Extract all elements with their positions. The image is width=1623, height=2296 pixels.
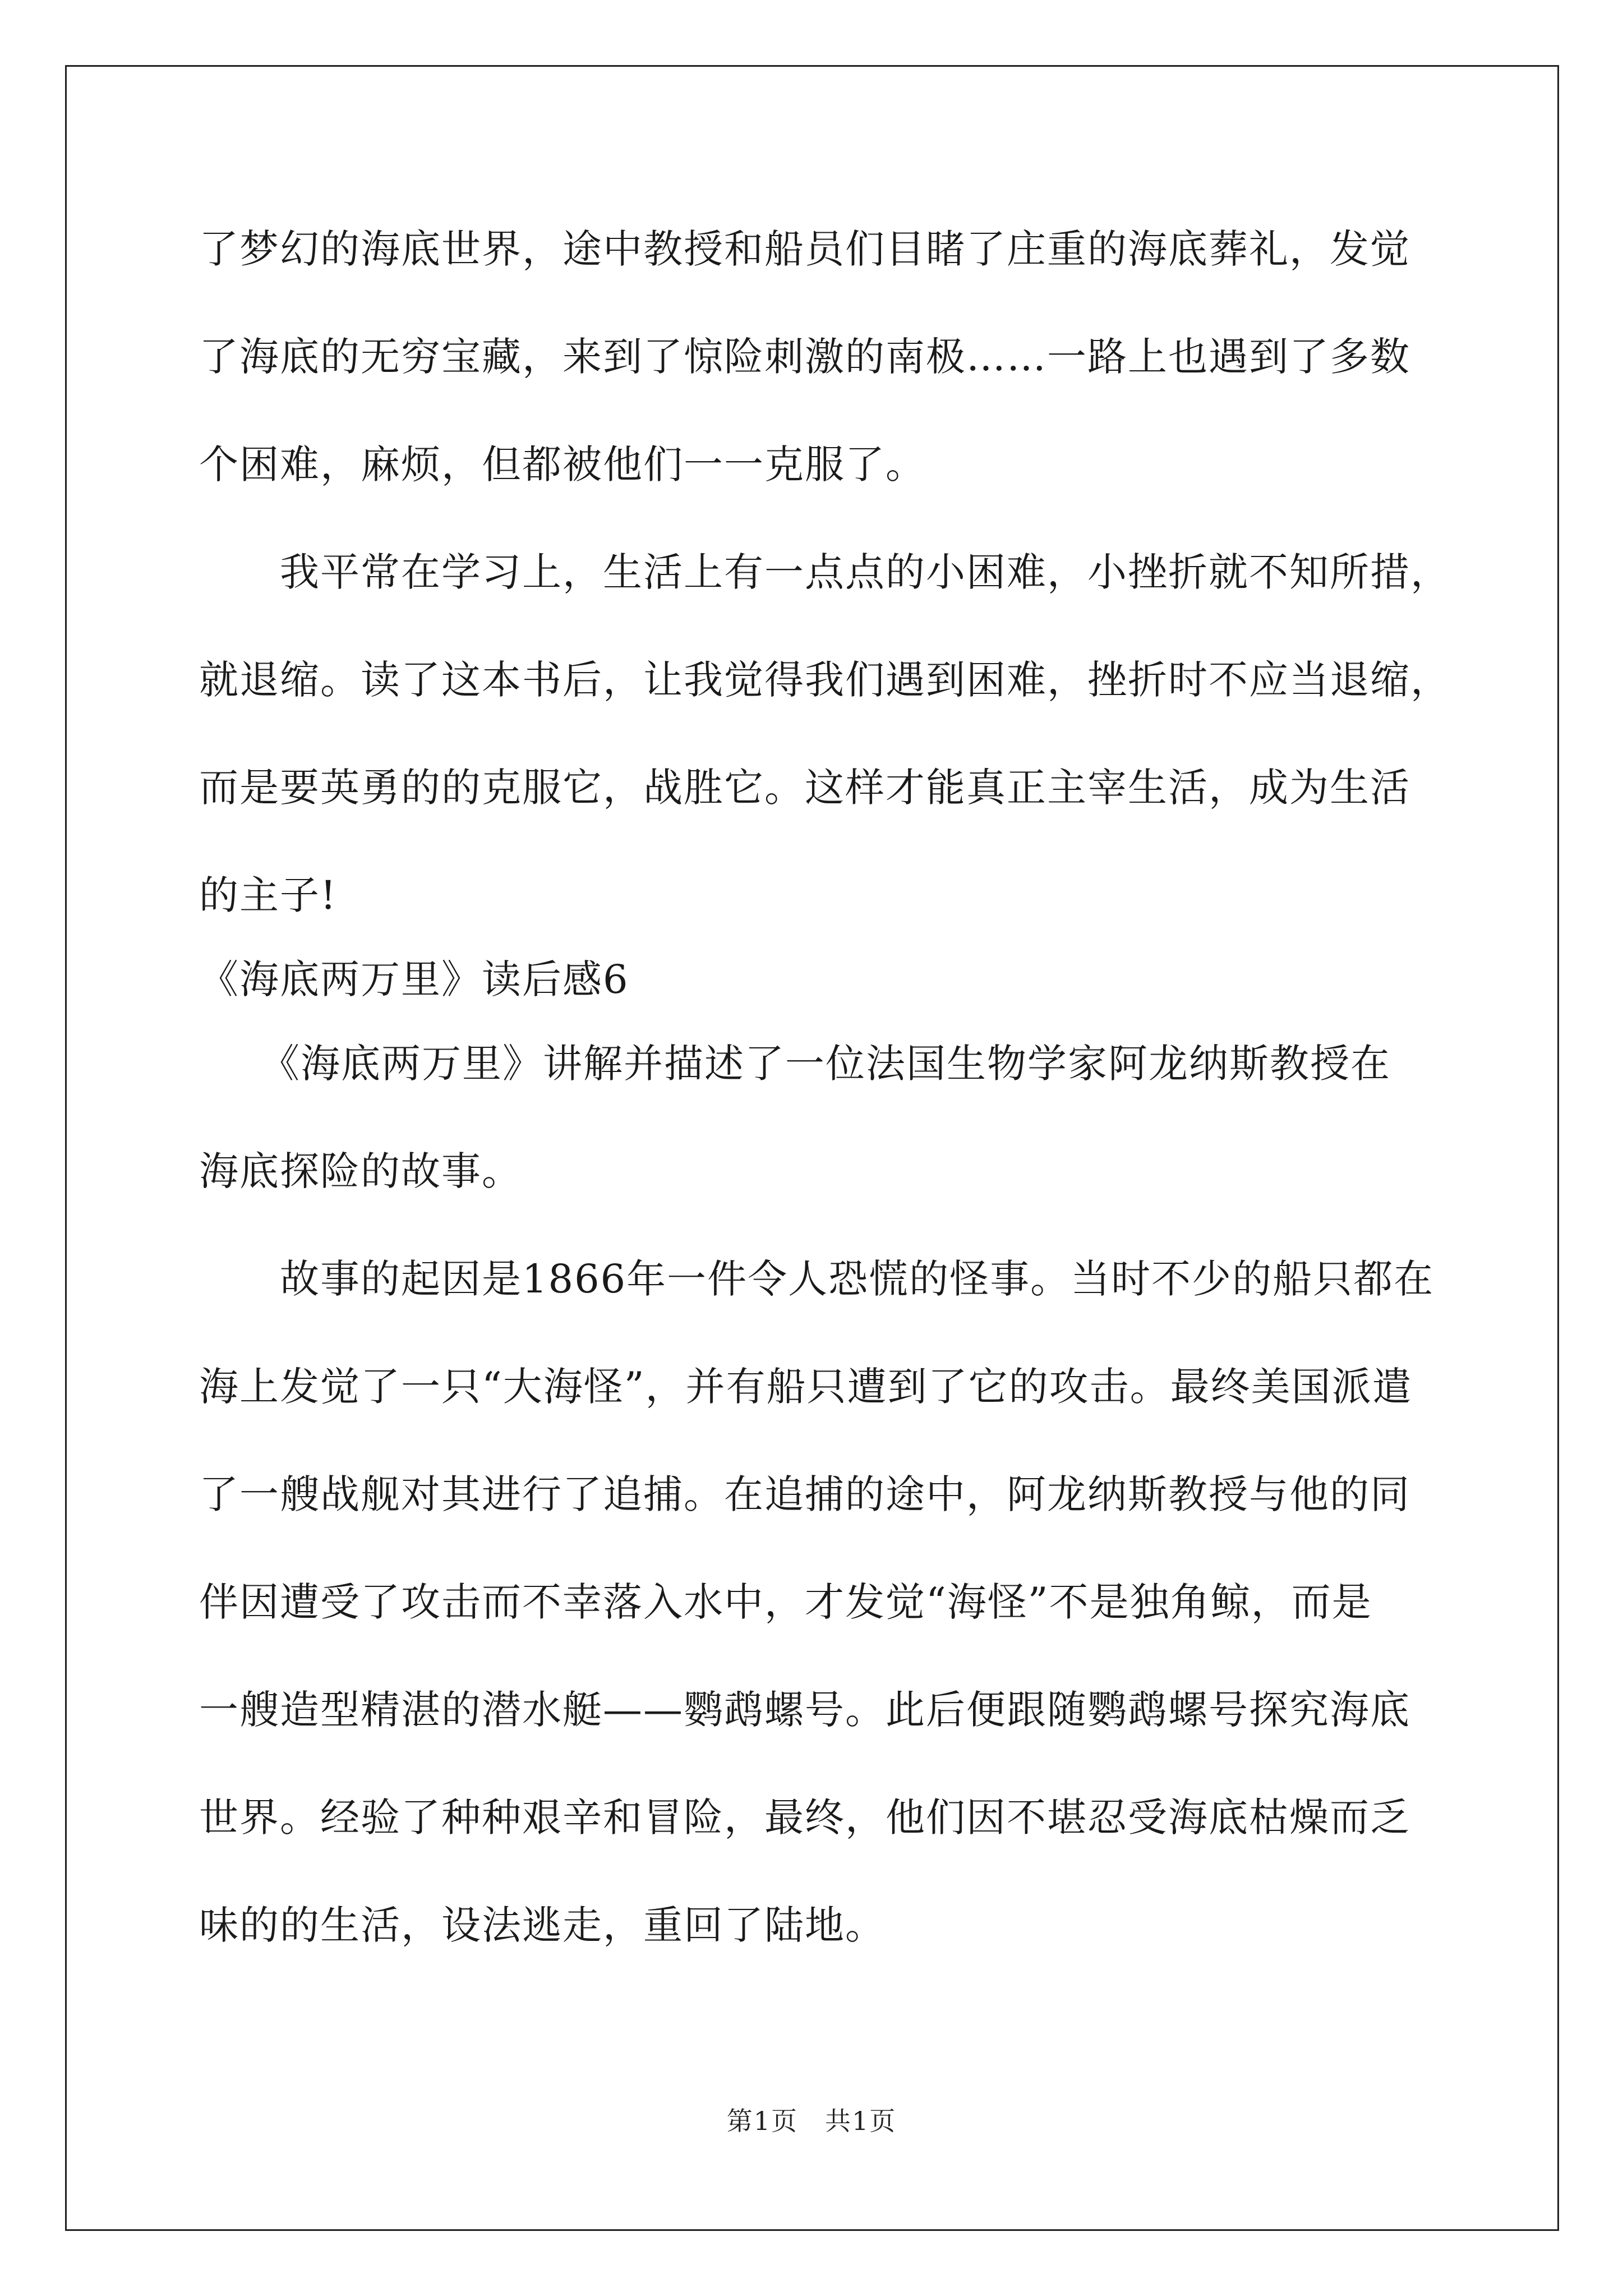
page-number-footer: 第1页 共1页 [726,2106,897,2136]
text-line: 了海底的无穷宝藏，来到了惊险刺激的南极……一路上也遇到了多数 [199,334,1410,380]
text-line: 味的的生活，设法逃走，重回了陆地。 [199,1902,886,1948]
section-heading: 《海底两万里》读后感6 [199,956,629,1002]
text-line: 海上发觉了一只“大海怪”，并有船只遭到了它的攻击。最终美国派遣 [199,1364,1413,1410]
text-line: 了梦幻的海底世界，途中教授和船员们目睹了庄重的海底葬礼，发觉 [199,226,1410,272]
text-line: 一艘造型精湛的潜水艇——鹦鹉螺号。此后便跟随鹦鹉螺号探究海底 [199,1687,1410,1733]
text-line: 《海底两万里》讲解并描述了一位法国生物学家阿龙纳斯教授在 [199,1041,1391,1087]
text-line: 的主子! [199,872,338,918]
text-line: 个困难，麻烦，但都被他们一一克服了。 [199,441,926,487]
text-line: 海底探险的故事。 [199,1148,522,1194]
document-body [199,215,1451,1999]
text-line: 而是要英勇的的克服它，战胜它。这样才能真正主宰生活，成为生活 [199,765,1410,811]
text-line: 我平常在学习上，生活上有一点点的小困难，小挫折就不知所措， [199,549,1451,595]
text-line: 世界。经验了种种艰辛和冒险，最终，他们因不堪忍受海底枯燥而乏 [199,1795,1410,1841]
text-line: 了一艘战舰对其进行了追捕。在追捕的途中，阿龙纳斯教授与他的同 [199,1471,1410,1517]
text-line: 伴因遭受了攻击而不幸落入水中，才发觉“海怪”不是独角鲸，而是 [199,1579,1372,1625]
text-line: 就退缩。读了这本书后，让我觉得我们遇到困难，挫折时不应当退缩， [199,657,1451,703]
text-line: 故事的起因是1866年一件令人恐慌的怪事。当时不少的船只都在 [199,1256,1435,1302]
